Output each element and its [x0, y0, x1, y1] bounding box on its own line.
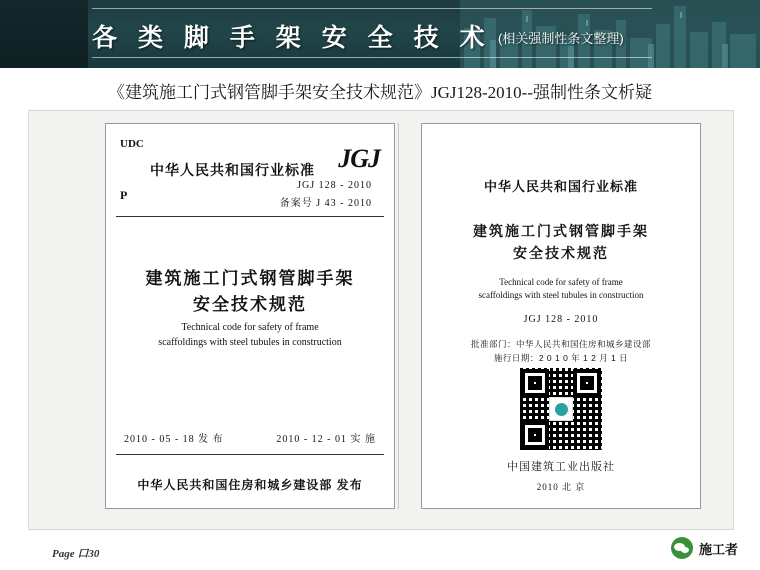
right-en-title-line1: Technical code for safety of frame	[499, 277, 623, 287]
wechat-logo-icon	[671, 537, 693, 559]
udc-label: UDC	[120, 138, 144, 150]
cover-en-title-line2: scaffoldings with steel tubules in construction	[158, 337, 342, 348]
banner-left-panel	[0, 0, 88, 68]
banner-title: 各 类 脚 手 架 安 全 技 术	[92, 24, 492, 52]
classification-mark: P	[120, 188, 128, 202]
banner-divider-bottom	[92, 57, 652, 58]
watermark-label: 施工者	[698, 541, 738, 557]
press-name: 中国建筑工业出版社	[507, 461, 615, 473]
page-fold-line	[398, 123, 399, 509]
cover-title-line2: 安全技术规范	[193, 295, 307, 314]
issuing-organization: 中华人民共和国行业标准	[150, 162, 315, 178]
right-en-title-line2: scaffoldings with steel tubules in construction	[478, 290, 644, 300]
right-title-line2: 安全技术规范	[513, 245, 609, 261]
record-number: 备案号 J 43 - 2010	[279, 198, 372, 209]
page-number: Page 口30	[52, 548, 100, 560]
standard-cover-left	[105, 123, 395, 509]
qr-center-logo	[549, 397, 573, 421]
cover-en-title-line1: Technical code for safety of frame	[181, 322, 319, 333]
cover-divider-lower	[116, 454, 384, 455]
cover-divider-upper	[116, 216, 384, 217]
right-issuing-organization: 中华人民共和国行业标准	[483, 179, 638, 194]
qr-code	[520, 368, 602, 450]
effective-date: 2010 - 12 - 01 实 施	[276, 434, 376, 445]
cover-title-line1: 建筑施工门式钢管脚手架	[145, 269, 355, 288]
issue-date: 2010 - 05 - 18 发 布	[124, 434, 224, 445]
banner-subtitle: (相关强制性条文整理)	[498, 31, 624, 46]
jgj-logo: JGJ	[338, 144, 380, 173]
press-city-year: 2010 北 京	[536, 482, 586, 492]
standard-code: JGJ 128 - 2010	[297, 180, 372, 191]
right-title-line1: 建筑施工门式钢管脚手架	[473, 223, 649, 239]
scanned-document-area	[28, 110, 734, 530]
qr-finder-bottom-left	[521, 421, 549, 449]
right-effective-date: 施行日期：2 0 1 0 年 1 2 月 1 日	[493, 353, 629, 363]
approving-department: 批准部门：中华人民共和国住房和城乡建设部	[470, 339, 651, 349]
standard-cover-right	[421, 123, 701, 509]
watermark	[671, 537, 738, 559]
banner-divider-top	[92, 8, 652, 9]
header-banner	[0, 0, 760, 68]
page-title: 《建筑施工门式钢管脚手架安全技术规范》JGJ128-2010--强制性条文析疑	[108, 83, 652, 102]
publisher-authority: 中华人民共和国住房和城乡建设部 发布	[137, 478, 363, 492]
right-standard-code: JGJ 128 - 2010	[523, 314, 599, 325]
